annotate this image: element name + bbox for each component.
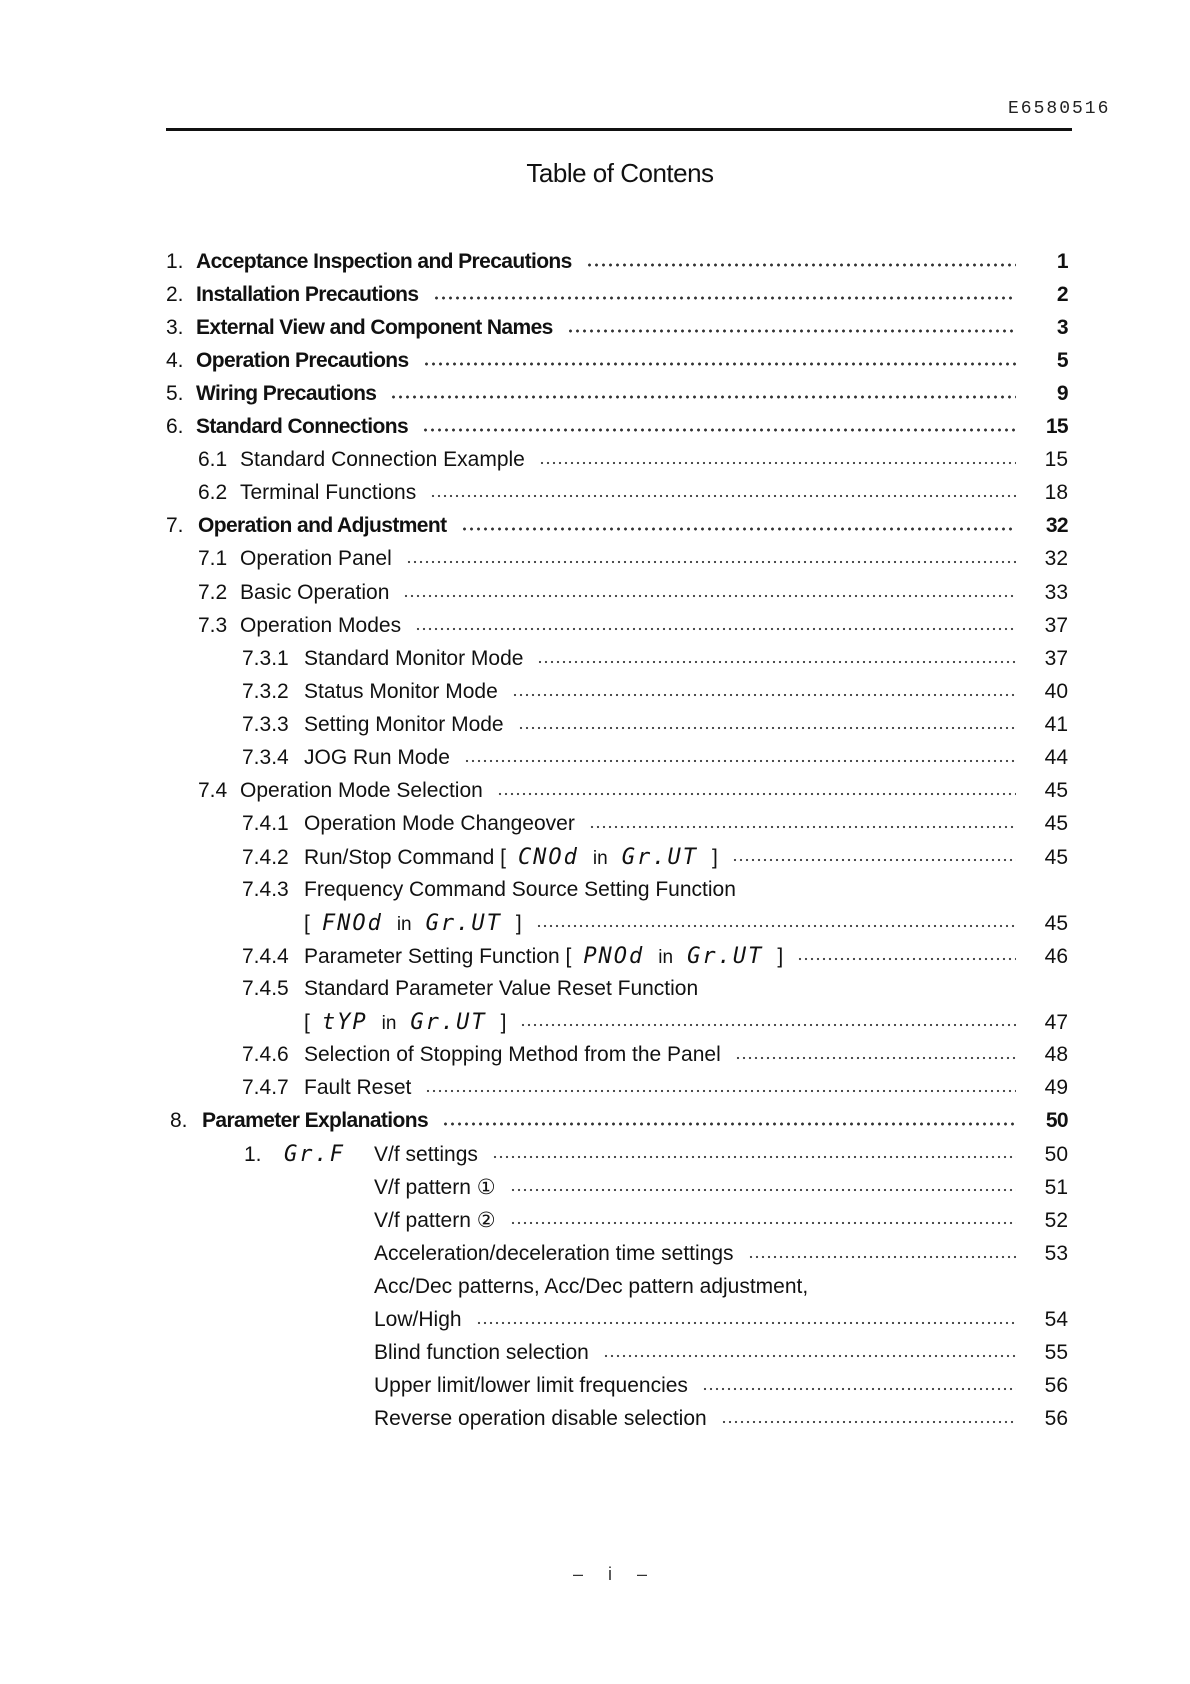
dot-leader [415, 627, 1016, 631]
toc-entry-display-code: CNOd [517, 844, 579, 870]
toc-entry-number: 4. [166, 349, 184, 373]
toc-entry[interactable] [166, 448, 1068, 478]
toc-entry-number: 7.3.1 [242, 646, 289, 670]
toc-entry-label: V/f pattern ① [374, 1176, 496, 1200]
dot-leader [423, 362, 1016, 366]
toc-entry-in-word: in [381, 1013, 397, 1035]
dot-leader [512, 693, 1016, 697]
toc-entry-page-number: 51 [1044, 1176, 1068, 1200]
dot-leader [430, 494, 1016, 498]
toc-entry[interactable] [166, 1242, 1068, 1272]
dot-leader [497, 792, 1016, 796]
toc-entry-label: External View and Component Names [196, 316, 553, 340]
toc-entry-page-number: 45 [1044, 811, 1068, 835]
toc-entry-page-number: 47 [1044, 1011, 1068, 1035]
toc-entry-in-word: in [396, 914, 412, 935]
dot-leader [406, 560, 1016, 564]
toc-entry[interactable] [166, 283, 1068, 313]
toc-entry-page-number: 46 [1044, 945, 1068, 969]
toc-entry-page-number: 50 [1044, 1143, 1068, 1167]
toc-entry-page-number: 3 [1056, 316, 1068, 340]
toc-entry-label: [ [304, 912, 310, 935]
dot-leader [510, 1188, 1016, 1192]
dot-leader [589, 825, 1016, 829]
toc-entry-group-code: Gr.UT [425, 911, 502, 936]
toc-entry-label: Terminal Functions [240, 481, 417, 505]
toc-entry[interactable] [166, 911, 1068, 941]
dot-leader [433, 296, 1017, 300]
toc-entry-page-number: 18 [1044, 481, 1068, 505]
toc-entry[interactable] [166, 812, 1068, 842]
toc-entry-number: 7.4.3 [242, 877, 289, 901]
toc-entry-label: Acceptance Inspection and Precautions [196, 250, 572, 273]
toc-entry-label: Standard Connection Example [240, 448, 525, 472]
toc-entry-page-number: 52 [1044, 1209, 1068, 1233]
toc-entry-number: 6.1 [198, 448, 228, 472]
toc-entry[interactable] [166, 1142, 1068, 1172]
toc-entry-display-code: FNOd [321, 911, 383, 936]
toc-entry[interactable] [166, 1374, 1068, 1404]
toc-entry[interactable] [166, 250, 1068, 280]
toc-entry-page-number: 53 [1044, 1241, 1068, 1265]
toc-entry-label: Low/High [374, 1307, 462, 1331]
dot-leader [390, 395, 1016, 399]
dot-leader [536, 924, 1016, 928]
toc-entry-bracket: ] [711, 845, 718, 869]
toc-entry-label: V/f settings [374, 1143, 478, 1167]
toc-entry-label: Reverse operation disable selection [374, 1406, 707, 1430]
toc-entry-page-number: 45 [1044, 912, 1068, 935]
toc-entry-label: Standard Monitor Mode [304, 646, 524, 670]
toc-entry[interactable] [166, 1175, 1068, 1205]
dot-leader [464, 759, 1016, 763]
toc-entry-label: Frequency Command Source Setting Function [304, 877, 736, 901]
toc-entry-page-number: 56 [1044, 1406, 1068, 1430]
toc-entry[interactable] [166, 581, 1068, 611]
toc-entry[interactable] [166, 713, 1068, 743]
toc-entry[interactable] [166, 514, 1068, 544]
dot-leader [492, 1155, 1016, 1159]
toc-entry-number: 6. [166, 415, 184, 439]
toc-entry-label: Run/Stop Command [ [304, 845, 506, 869]
toc-entry[interactable] [166, 1341, 1068, 1371]
toc-entry-label: Upper limit/lower limit frequencies [374, 1373, 688, 1397]
toc-entry[interactable] [166, 547, 1068, 577]
toc-entry-page-number: 54 [1044, 1307, 1068, 1331]
dot-leader [442, 1122, 1016, 1126]
toc-entry-bracket: ] [500, 1011, 507, 1035]
toc-entry-display-code: tYP [321, 1010, 368, 1036]
toc-entry[interactable] [166, 680, 1068, 710]
toc-entry-page-number: 32 [1044, 547, 1068, 571]
toc-entry[interactable] [166, 349, 1068, 379]
toc-entry-label: Installation Precautions [196, 283, 419, 307]
toc-entry-label: Selection of Stopping Method from the Panel [304, 1043, 721, 1067]
dot-leader [537, 660, 1016, 664]
toc-entry-bracket: ] [515, 912, 522, 935]
toc-entry[interactable] [166, 1109, 1068, 1139]
toc-entry-display-code: PNOd [583, 944, 645, 970]
toc-entry-label: [ [304, 1011, 310, 1035]
toc-entry[interactable] [166, 316, 1068, 346]
dot-leader [735, 1056, 1016, 1060]
toc-entry[interactable] [166, 415, 1068, 445]
toc-entry-label: Operation Modes [240, 613, 402, 637]
toc-entry[interactable] [166, 1076, 1068, 1106]
toc-entry-label: Standard Connections [196, 415, 409, 439]
toc-entry[interactable] [166, 1275, 1068, 1305]
toc-entry-page-number: 40 [1044, 679, 1068, 703]
toc-entry-label: Operation and Adjustment [198, 514, 447, 538]
dot-leader [510, 1221, 1016, 1225]
header-rule [166, 128, 1072, 131]
toc-entry-page-number: 37 [1044, 613, 1068, 637]
toc-entry-number: 7.3 [198, 613, 228, 637]
page-title: Table of Contens [526, 158, 714, 188]
toc-entry-label: Operation Precautions [196, 349, 409, 373]
toc-entry[interactable] [166, 1407, 1068, 1437]
toc-entry[interactable] [166, 977, 1068, 1007]
dot-leader [461, 527, 1016, 531]
dot-leader [797, 957, 1016, 961]
toc-entry-number: 7.4.1 [242, 811, 289, 835]
toc-entry-page-number: 41 [1044, 712, 1068, 736]
toc-entry-number: 7. [166, 514, 184, 538]
toc-entry[interactable] [166, 845, 1068, 875]
toc-entry-group-code: Gr.UT [410, 1010, 487, 1036]
toc-entry-label: Basic Operation [240, 580, 390, 604]
toc-entry-label: Acc/Dec patterns, Acc/Dec pattern adjustment, [374, 1274, 809, 1298]
toc-entry-label: Parameter Explanations [202, 1109, 429, 1133]
toc-entry-label: Operation Mode Changeover [304, 811, 575, 835]
toc-entry-number: 7.4 [198, 778, 228, 802]
toc-entry-number: 7.4.7 [242, 1076, 289, 1100]
toc-entry-number: 7.4.2 [242, 845, 289, 869]
toc-entry-label: Status Monitor Mode [304, 679, 498, 703]
document-id: E6580516 [1008, 99, 1111, 119]
toc-entry-page-number: 55 [1044, 1340, 1068, 1364]
toc-entry-page-number: 1 [1056, 250, 1068, 273]
toc-entry-number: 3. [166, 316, 184, 340]
toc-entry-page-number: 9 [1056, 382, 1068, 406]
dot-leader [702, 1387, 1016, 1391]
toc-entry[interactable] [166, 944, 1068, 974]
toc-entry-number: 1. [166, 250, 184, 273]
toc-entry-page-number: 49 [1044, 1076, 1068, 1100]
toc-entry-label: Standard Parameter Value Reset Function [304, 977, 699, 1001]
toc-entry-page-number: 45 [1044, 778, 1068, 802]
toc-entry-group-code: Gr.UT [687, 944, 764, 970]
toc-entry-number: 7.4.5 [242, 977, 289, 1001]
toc-entry-number: 7.3.3 [242, 712, 289, 736]
toc-entry-label: V/f pattern ② [374, 1209, 496, 1233]
toc-entry-page-number: 33 [1044, 580, 1068, 604]
dot-leader [403, 594, 1016, 598]
toc-entry[interactable] [166, 481, 1068, 511]
toc-entry-label: Parameter Setting Function [ [304, 945, 572, 969]
dot-leader [518, 726, 1016, 730]
toc-entry-page-number: 15 [1044, 448, 1068, 472]
dot-leader [539, 461, 1016, 465]
toc-entry-label: Fault Reset [304, 1076, 412, 1100]
toc-entry-page-number: 48 [1044, 1043, 1068, 1067]
dot-leader [732, 858, 1016, 862]
page-footer: – i – [572, 1564, 658, 1584]
toc-entry-display-code: Gr.F [284, 1142, 345, 1168]
dot-leader [748, 1255, 1016, 1259]
toc-entry-page-number: 2 [1056, 283, 1068, 307]
toc-entry-number: 7.2 [198, 580, 228, 604]
dot-leader [520, 1023, 1016, 1027]
toc-entry-label: JOG Run Mode [304, 745, 450, 769]
toc-entry-label: Operation Mode Selection [240, 778, 483, 802]
dot-leader [603, 1354, 1016, 1358]
dot-leader [721, 1420, 1016, 1424]
toc-entry[interactable] [166, 1308, 1068, 1338]
toc-entry-label: Blind function selection [374, 1340, 589, 1364]
toc-entry[interactable] [166, 878, 1068, 908]
toc-entry-bracket: ] [777, 945, 784, 969]
toc-entry-page-number: 56 [1044, 1373, 1068, 1397]
toc-entry-page-number: 15 [1045, 415, 1068, 439]
toc-entry-page-number: 44 [1044, 745, 1068, 769]
toc-entry-number: 7.3.4 [242, 745, 289, 769]
toc-entry-number: 7.4.4 [242, 945, 289, 969]
dot-leader [567, 329, 1016, 333]
toc-entry[interactable] [166, 614, 1068, 644]
toc-entry[interactable] [166, 746, 1068, 776]
toc-entry-number: 7.1 [198, 547, 228, 571]
toc-entry-label: Acceleration/deceleration time settings [374, 1241, 734, 1265]
toc-entry-page-number: 5 [1056, 349, 1068, 373]
toc-entry-page-number: 32 [1045, 514, 1068, 538]
toc-entry-label: Wiring Precautions [196, 382, 377, 406]
dot-leader [586, 263, 1016, 267]
toc-entry-page-number: 50 [1045, 1109, 1068, 1133]
toc-entry[interactable] [166, 1010, 1068, 1040]
toc-entry-label: Setting Monitor Mode [304, 712, 504, 736]
toc-entry-number: 7.4.6 [242, 1043, 289, 1067]
dot-leader [425, 1089, 1016, 1093]
toc-entry[interactable] [166, 1043, 1068, 1073]
toc-entry[interactable] [166, 1208, 1068, 1238]
toc-entry[interactable] [166, 647, 1068, 677]
toc-entry-in-word: in [592, 847, 608, 869]
toc-entry-number: 8. [170, 1109, 188, 1133]
toc-entry-page-number: 37 [1044, 646, 1068, 670]
dot-leader [476, 1321, 1016, 1325]
toc-entry[interactable] [166, 779, 1068, 809]
toc-entry-label: Operation Panel [240, 547, 392, 571]
dot-leader [422, 428, 1016, 432]
toc-entry[interactable] [166, 382, 1068, 412]
toc-entry-number: 5. [166, 382, 184, 406]
toc-entry-page-number: 45 [1044, 845, 1068, 869]
toc-entry-number: 6.2 [198, 481, 228, 505]
toc-entry-number: 1. [244, 1143, 262, 1167]
toc-entry-group-code: Gr.UT [621, 844, 698, 870]
toc-entry-number: 2. [166, 283, 184, 307]
toc-entry-in-word: in [658, 947, 674, 969]
toc-entry-number: 7.3.2 [242, 679, 289, 703]
